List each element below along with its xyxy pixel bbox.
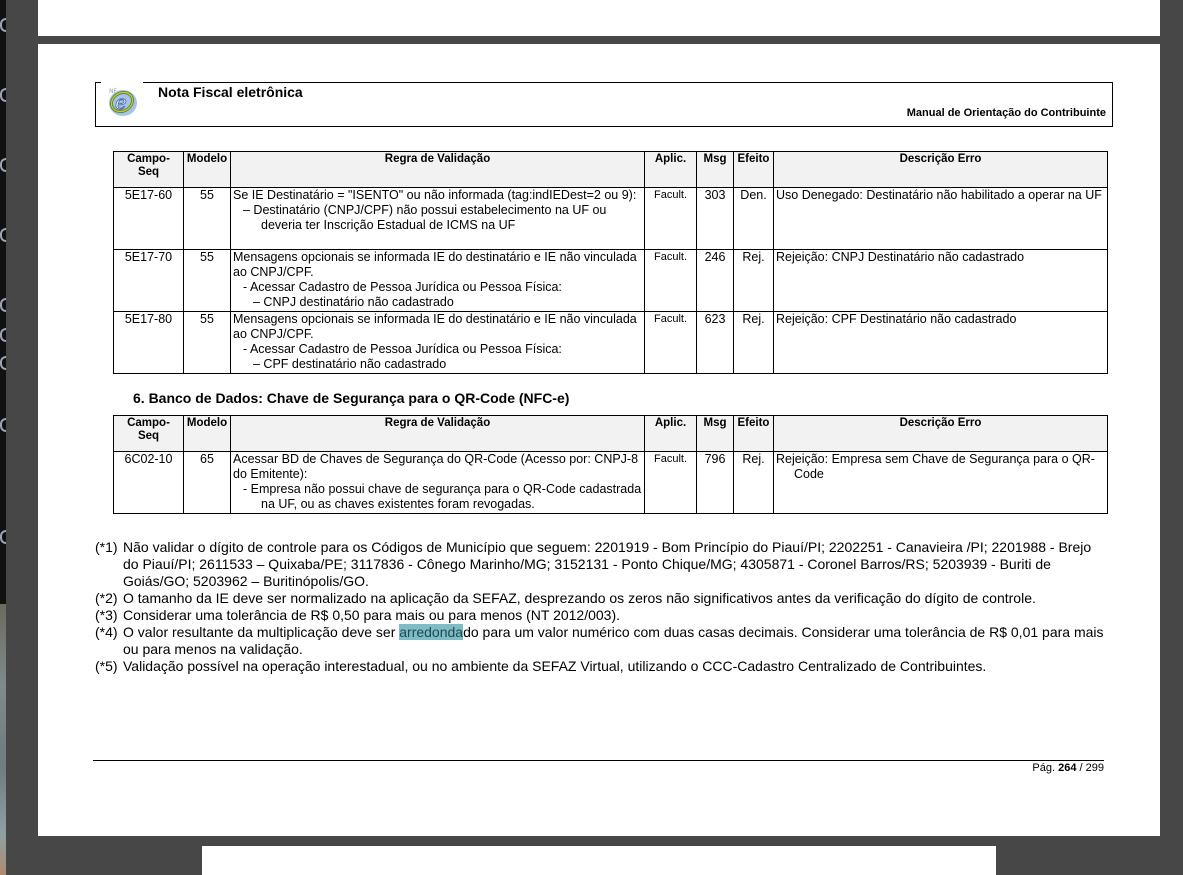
footnote: (*3) Considerar uma tolerância de R$ 0,50 para mais ou para menos (NT 2012/003). [95, 607, 621, 623]
binder-ring-icon [0, 158, 6, 172]
next-page-fragment [202, 846, 996, 875]
table-row [114, 250, 1108, 312]
cell-modelo: 55 [184, 312, 231, 374]
col-regra: Regra de Validação [231, 152, 645, 188]
binder-ring-icon [0, 530, 6, 544]
footer-rule [93, 760, 1104, 761]
cell-campo: 5E17-60 [114, 188, 184, 250]
col-aplic: Aplic. [645, 152, 697, 188]
col-descricao: Descrição Erro [774, 416, 1108, 452]
table-header-row [114, 152, 1108, 188]
previous-page-fragment [38, 0, 1160, 36]
cell-efeito: Den. [734, 188, 774, 250]
cell-aplic: Facult. [645, 188, 697, 250]
cell-regra: Mensagens opcionais se informada IE do destinatário e IE não vinculada ao CNPJ/CPF. - Acessar Cadastro de Pessoa Jurídica ou Pessoa Física: – CNPJ destinatário não cadastrado [231, 250, 645, 312]
cell-aplic: Facult. [645, 312, 697, 374]
footnote: (*5) Validação possível na operação interestadual, ou no ambiente da SEFAZ Virtual, utilizando o CCC-Cadastro Centralizado de Contribuintes. [95, 658, 987, 674]
cell-descricao: Rejeição: Empresa sem Chave de Segurança para o QR-Code [774, 452, 1108, 514]
cell-campo: 6C02-10 [114, 452, 184, 514]
nfe-logo-icon [101, 81, 143, 121]
binder-ring-icon [0, 88, 6, 102]
cell-campo: 5E17-70 [114, 250, 184, 312]
section-heading: 6. Banco de Dados: Chave de Segurança para o QR-Code (NFC-e) [133, 390, 570, 406]
cell-regra: Se IE Destinatário = "ISENTO" ou não informada (tag:indIEDest=2 ou 9): – Destinatário (CNPJ/CPF) não possui estabelecimento na UF ou deveria ter Inscrição Estadual de ICMS na UF [231, 188, 645, 250]
page-number: Pág. 264 / 299 [1032, 762, 1104, 774]
cell-aplic: Facult. [645, 250, 697, 312]
cell-msg: 303 [697, 188, 734, 250]
cell-modelo: 65 [184, 452, 231, 514]
background-photo-strip [0, 604, 6, 875]
binder-ring-icon [0, 228, 6, 242]
cell-efeito: Rej. [734, 452, 774, 514]
binder-ring-icon [0, 298, 6, 312]
col-msg: Msg [697, 416, 734, 452]
validation-table-5e17 [113, 151, 1108, 374]
footnote: (*4) O valor resultante da multiplicação deve ser arredondado para um valor numérico com duas casas decimais. Considerar uma tolerância de R$ 0,01 para mais ou para menos na validação. [95, 624, 1104, 657]
page-header [95, 82, 1113, 127]
cell-descricao: Rejeição: CPF Destinatário não cadastrado [774, 312, 1108, 374]
cell-modelo: 55 [184, 188, 231, 250]
cell-descricao: Uso Denegado: Destinatário não habilitado a operar na UF [774, 188, 1108, 250]
cell-msg: 246 [697, 250, 734, 312]
binder-ring-icon [0, 356, 6, 370]
col-efeito: Efeito [734, 152, 774, 188]
col-campo-seq: Campo- Seq [114, 416, 184, 452]
svg-text:NF: NF [109, 88, 117, 95]
footnotes [95, 539, 1107, 675]
cell-msg: 796 [697, 452, 734, 514]
table-row [114, 188, 1108, 250]
table-header-row [114, 416, 1108, 452]
cell-regra: Acessar BD de Chaves de Segurança do QR-Code (Acesso por: CNPJ-8 do Emitente): - Empresa não possui chave de segurança para o QR-Code cadastrada na UF, ou as chaves existentes foram revogadas. [231, 452, 645, 514]
validation-table-6c02 [113, 415, 1108, 514]
footnote: (*2) O tamanho da IE deve ser normalizado na aplicação da SEFAZ, desprezando os zeros não significativos antes da verificação do dígito de controle. [95, 590, 1036, 606]
cell-msg: 623 [697, 312, 734, 374]
col-aplic: Aplic. [645, 416, 697, 452]
col-regra: Regra de Validação [231, 416, 645, 452]
doc-subtitle: Manual de Orientação do Contribuinte [906, 107, 1106, 119]
col-efeito: Efeito [734, 416, 774, 452]
col-campo-seq: Campo- Seq [114, 152, 184, 188]
search-highlight[interactable]: arredonda [399, 624, 464, 640]
col-modelo: Modelo [184, 416, 231, 452]
svg-text:e: e [115, 90, 127, 114]
document-page [38, 44, 1160, 836]
cell-modelo: 55 [184, 250, 231, 312]
cell-campo: 5E17-80 [114, 312, 184, 374]
binder-ring-icon [0, 18, 6, 32]
table-row [114, 312, 1108, 374]
doc-title: Nota Fiscal eletrônica [158, 84, 303, 100]
binder-ring-icon [0, 328, 6, 342]
col-msg: Msg [697, 152, 734, 188]
viewer-left-edge [0, 0, 6, 875]
col-descricao: Descrição Erro [774, 152, 1108, 188]
cell-regra: Mensagens opcionais se informada IE do destinatário e IE não vinculada ao CNPJ/CPF. - Acessar Cadastro de Pessoa Jurídica ou Pessoa Física: – CPF destinatário não cadastrado [231, 312, 645, 374]
cell-descricao: Rejeição: CNPJ Destinatário não cadastrado [774, 250, 1108, 312]
cell-efeito: Rej. [734, 312, 774, 374]
cell-efeito: Rej. [734, 250, 774, 312]
col-modelo: Modelo [184, 152, 231, 188]
table-row [114, 452, 1108, 514]
footnote: (*1) Não validar o dígito de controle para os Códigos de Município que seguem: 2201919 - Bom Princípio do Piauí/PI; 2202251 - Canavieira /PI; 2201988 - Brejo do Piauí/PI; 2611533 – Quixaba/PE; 3117836 - Cônego Marinho/MG; 3152131 - Ponto Chique/MG; 4305871 - Coronel Barros/RS; 5203939 - Buriti de Goiás/GO; 5203962 – Buritinópolis/GO. [95, 539, 1092, 589]
cell-aplic: Facult. [645, 452, 697, 514]
binder-ring-icon [0, 418, 6, 432]
